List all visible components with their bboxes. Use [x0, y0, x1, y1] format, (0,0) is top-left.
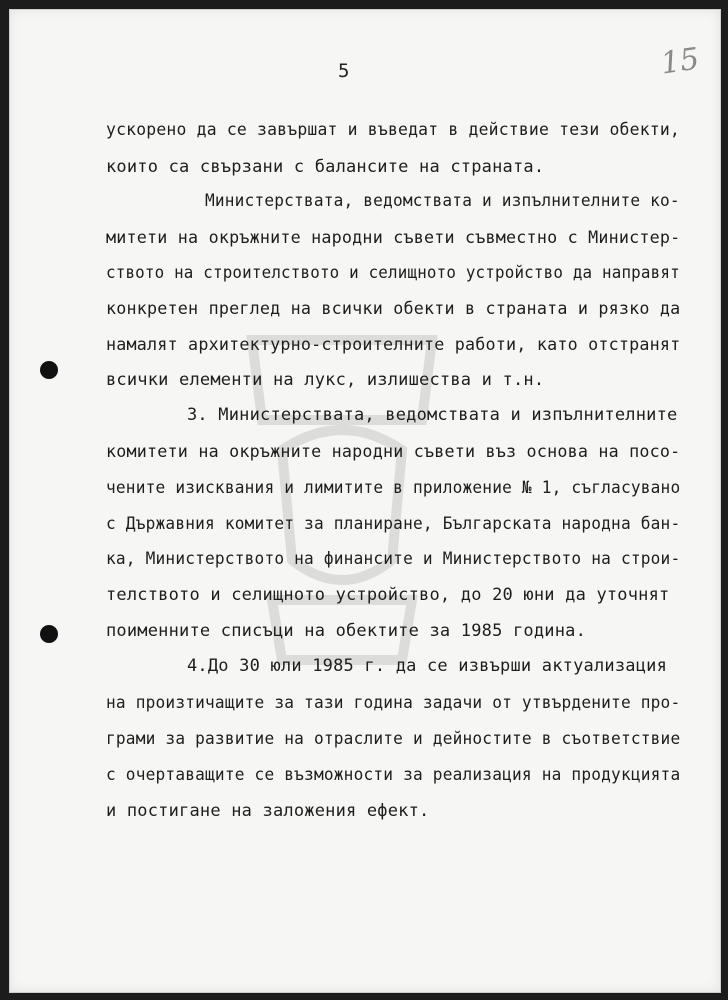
text-line: комитети на окръжните народни съвети въз основа на посо-: [106, 442, 681, 462]
text-line: чените изисквания и лимитите в приложение № 1, съгласувано: [106, 478, 681, 498]
text-line: поименните списъци на обектите за 1985 година.: [106, 621, 587, 641]
text-line: конкретен преглед на всички обекти в страната и рязко да: [106, 299, 681, 319]
text-line: ството на строителството и селищното устройство да направят: [106, 263, 680, 283]
text-line: с очертаващите се възможности за реализация на продукцията: [106, 765, 681, 785]
text-line: грами за развитие на отраслите и дейностите в съответствие: [106, 729, 681, 749]
text-line: които са свързани с балансите на страната.: [106, 157, 545, 177]
punch-hole-top: [40, 361, 58, 379]
text-line: ка, Министерството на финансите и Министерството на строи-: [106, 549, 681, 569]
text-line: и постигане на заложения ефект.: [106, 801, 430, 821]
text-line: телството и селищното устройство, до 20 юни да уточнят: [106, 585, 670, 605]
text-line: 4.До 30 юли 1985 г. да се извърши актуализация: [187, 656, 668, 676]
page-number: 5: [338, 60, 350, 82]
text-line: с Държавния комитет за планиране, Българската народна бан-: [106, 514, 681, 534]
text-line: митети на окръжните народни съвети съвместно с Министер-: [106, 228, 681, 248]
text-line: ускорено да се завършат и въведат в действие тези обекти,: [106, 120, 680, 140]
text-line: всички елементи на лукс, излишества и т.н.: [106, 370, 545, 390]
text-line: 3. Министерствата, ведомствата и изпълнителните: [187, 405, 678, 425]
text-line: Министерствата, ведомствата и изпълнителните ко-: [205, 191, 680, 211]
text-line: намалят архитектурно-строителните работи, като отстранят: [106, 335, 681, 355]
text-line: на произтичащите за тази година задачи от утвърдените про-: [106, 693, 681, 713]
punch-hole-bottom: [40, 625, 58, 643]
handwritten-folio-number: 15: [658, 41, 702, 82]
